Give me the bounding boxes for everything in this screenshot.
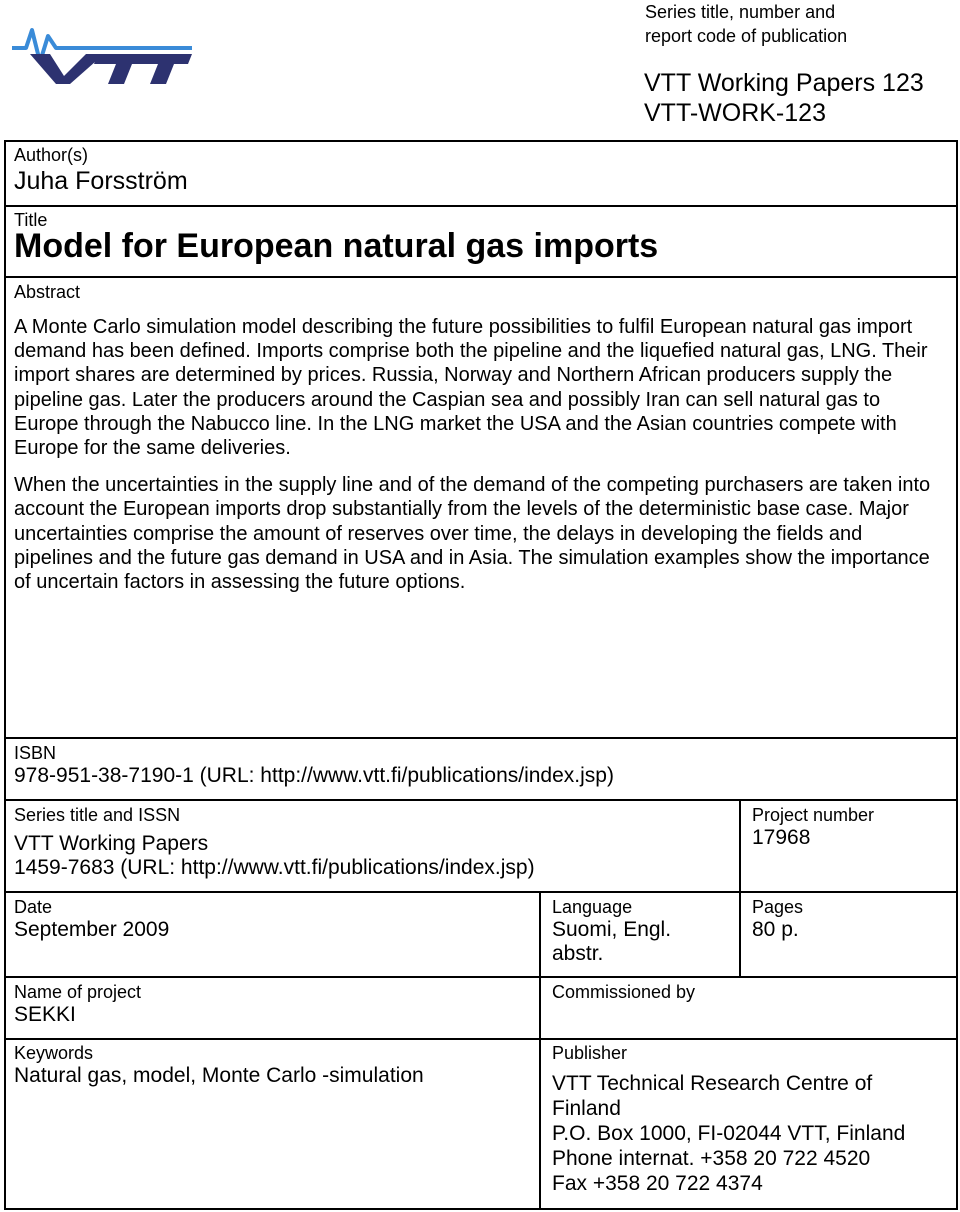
rule [4,140,6,1210]
series-label-line2: report code of publication [645,26,848,46]
isbn-label: ISBN [14,743,57,763]
language-value: Suomi, Engl. [552,918,672,941]
document-title: Model for European natural gas imports [14,227,659,265]
rule [4,140,958,142]
author-label: Author(s) [14,145,89,165]
report-code: VTT-WORK-123 [644,99,826,127]
series-issn-line: VTT Working Papers [14,832,209,855]
series-label-line1: Series title, number and [645,2,836,22]
series-name: VTT Working Papers 123 [644,69,924,97]
rule [739,799,741,978]
project-name-label: Name of project [14,982,142,1002]
pages-value: 80 p. [752,918,799,941]
rule [4,205,958,207]
keywords-value: Natural gas, model, Monte Carlo -simulation [14,1064,424,1087]
rule [4,1208,958,1210]
date-label: Date [14,897,53,917]
publisher-line: P.O. Box 1000, FI-02044 VTT, Finland [552,1122,906,1145]
rule [4,976,958,978]
language-label: Language [552,897,633,917]
abstract-label: Abstract [14,282,81,302]
language-value: abstr. [552,942,604,965]
series-header [645,0,847,48]
project-number-value: 17968 [752,826,811,849]
series-issn-line: 1459-7683 (URL: http://www.vtt.fi/publications/index.jsp) [14,856,535,879]
pages-label: Pages [752,897,804,917]
project-name-value: SEKKI [14,1003,76,1026]
publisher-label: Publisher [552,1043,628,1063]
commissioned-label: Commissioned by [552,982,696,1002]
keywords-label: Keywords [14,1043,94,1063]
project-number-label: Project number [752,805,875,825]
title-label: Title [14,210,48,230]
publisher-line: VTT Technical Research Centre of [552,1072,873,1095]
publisher-line: Fax +358 20 722 4374 [552,1172,763,1195]
rule [4,891,958,893]
rule [4,737,958,739]
abstract-paragraph: A Monte Carlo simulation model describing the future possibilities to fulfil European natural gas import demand has been defined. Imports comprise both the pipeline and the liquefied natural gas, LNG. Their import shares are determined by prices. Russia, Norway and Northern African producers supply the pipeline gas. Later the producers around the Caspian sea and possibly Iran can sell natural gas to Europe through the Nabucco line. In the LNG market the USA and the Asian countries compete with Europe for the same deliveries. [14,316,928,460]
rule [539,891,541,1210]
series-issn-label: Series title and ISSN [14,805,181,825]
rule [4,1038,958,1040]
vtt-logo [12,14,192,84]
abstract-body [14,315,944,607]
rule [4,799,958,801]
isbn-value: 978-951-38-7190-1 (URL: http://www.vtt.fi/publications/index.jsp) [14,764,614,787]
publisher-line: Phone internat. +358 20 722 4520 [552,1147,871,1170]
publisher-line: Finland [552,1097,621,1120]
abstract-paragraph: When the uncertainties in the supply line and of the demand of the competing purchasers are taken into account the European imports drop substantially from the levels of the deterministic base case. Major uncertainties comprise the amount of reserves over time, the delays in developing the fields and pipelines and the future gas demand in USA and in Asia. The simulation examples show the importance of uncertain factors in assessing the future options. [14,474,931,594]
rule [4,276,958,278]
series-name-block [644,68,924,128]
date-value: September 2009 [14,918,170,941]
rule [956,140,958,1210]
author-value: Juha Forsström [14,167,188,195]
